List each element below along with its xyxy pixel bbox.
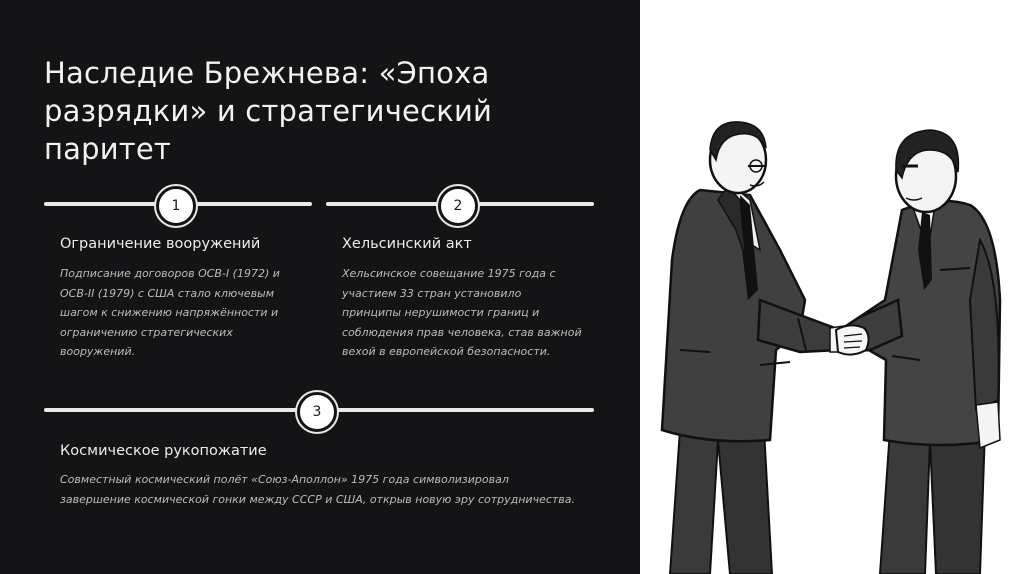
step-badge-3: 3 bbox=[297, 392, 337, 432]
item-heading-2: Хельсинский акт bbox=[342, 236, 472, 252]
slide-title: Наследие Брежнева: «Эпоха разрядки» и стратегический паритет bbox=[44, 56, 493, 166]
item-text-3: Совместный космический полёт «Союз-Аполлон» 1975 года символизировал завершение космической гонки между СССР и США, открыв новую эру сотрудничества. bbox=[60, 473, 576, 506]
handshake-illustration bbox=[640, 0, 1024, 574]
step-badge-2: 2 bbox=[438, 186, 478, 226]
illustration-panel bbox=[640, 0, 1024, 574]
item-heading-3: Космическое рукопожатие bbox=[60, 443, 267, 459]
item-text-2: Хельсинское совещание 1975 года с участием 33 стран установило принципы нерушимости границ и соблюдения прав человека, став важной вехой в европейской безопасности. bbox=[342, 267, 582, 358]
item-text-1: Подписание договоров ОСВ-I (1972) и ОСВ-II (1979) с США стало ключевым шагом к снижению напряжённости и ограничению стратегических вооружений. bbox=[60, 267, 280, 358]
item-heading-1: Ограничение вооружений bbox=[60, 236, 261, 252]
step-badge-1: 1 bbox=[156, 186, 196, 226]
